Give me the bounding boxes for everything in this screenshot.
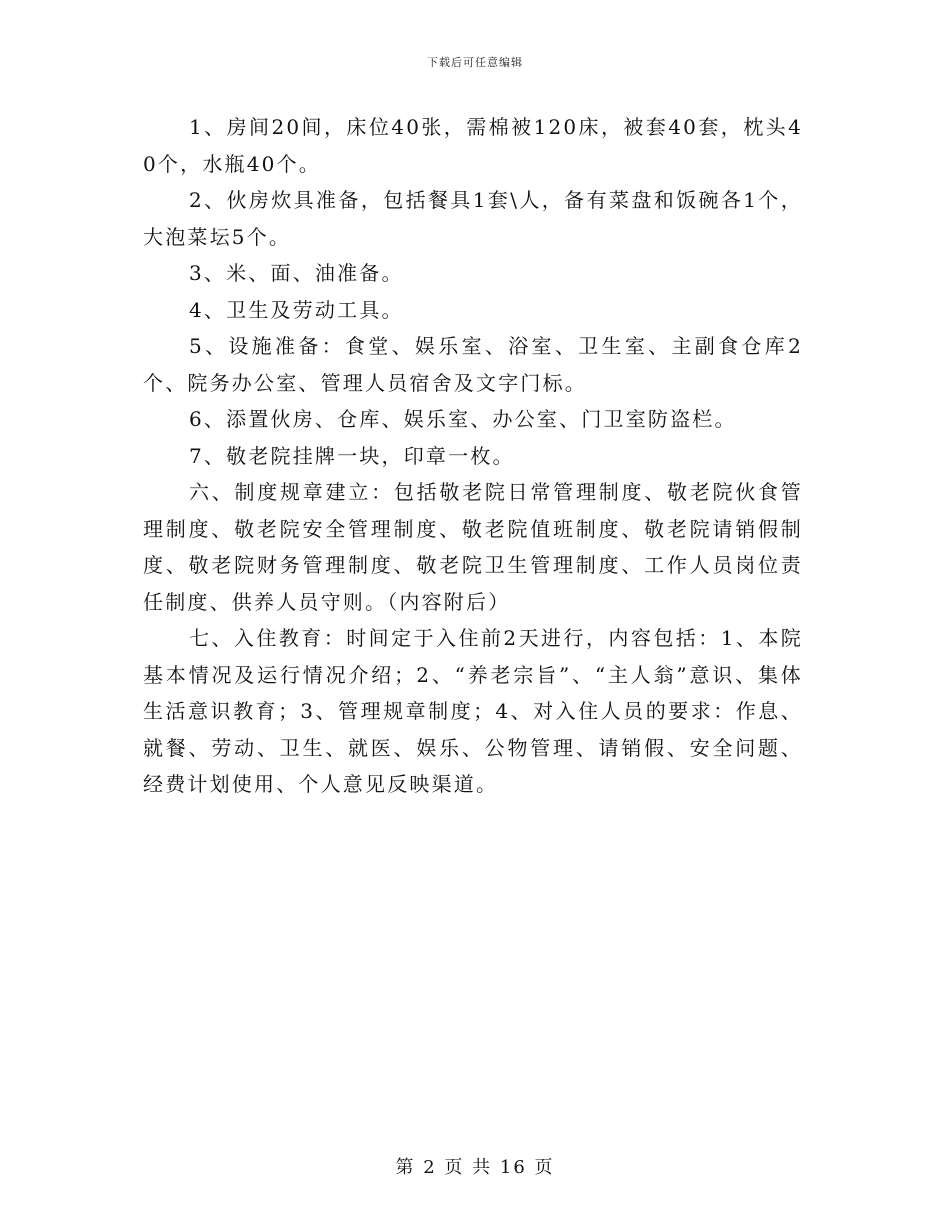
paragraph-item-7: 7、敬老院挂牌一块，印章一枚。 bbox=[189, 443, 515, 468]
paragraph-item-3: 3、米、面、油准备。 bbox=[189, 261, 404, 285]
paragraph-section-6-regulations: 六、制度规章建立：包括敬老院日常管理制度、敬老院伙食管理制度、敬老院安全管理制度、敬老院值班制度、敬老院请销假制度、敬老院财务管理制度、敬老院卫生管理制度、工作人员岗位责任制度、供养人员守则。（内容附后） bbox=[143, 480, 803, 614]
paragraph-item-6: 6、添置伙房、仓库、娱乐室、办公室、门卫室防盗栏。 bbox=[189, 407, 737, 431]
total-page-count: 16 bbox=[499, 1157, 527, 1178]
footer-middle: 页 共 bbox=[444, 1157, 493, 1178]
paragraph-item-5: 5、设施准备：食堂、娱乐室、浴室、卫生室、主副食仓库2个、院务办公室、管理人员宿舍及文字门标。 bbox=[143, 334, 803, 395]
paragraph-item-4: 4、卫生及劳动工具。 bbox=[189, 297, 404, 322]
footer-suffix: 页 bbox=[534, 1157, 555, 1178]
page-header: 下载后可任意编辑 bbox=[427, 56, 523, 69]
page-number-footer bbox=[0, 1153, 950, 1179]
paragraph-section-7-orientation: 七、入住教育：时间定于入住前2天进行，内容包括：1、本院基本情况及运行情况介绍；2、“养老宗旨”、“主人翁”意识、集体生活意识教育；3、管理规章制度；4、对入住人员的要求：作息、就餐、劳动、卫生、就医、娱乐、公物管理、请销假、安全问题、经费计划使用、个人意见反映渠道。 bbox=[143, 626, 803, 796]
document-body bbox=[143, 109, 803, 803]
footer-prefix: 第 bbox=[395, 1157, 416, 1178]
paragraph-item-1: 1、房间20间，床位40张，需棉被120床，被套40套，枕头40个，水瓶40个。 bbox=[143, 115, 803, 176]
current-page-number: 2 bbox=[423, 1157, 437, 1178]
paragraph-item-2: 2、伙房炊具准备，包括餐具1套\人，备有菜盘和饭碗各1个，大泡菜坛5个。 bbox=[143, 188, 803, 249]
